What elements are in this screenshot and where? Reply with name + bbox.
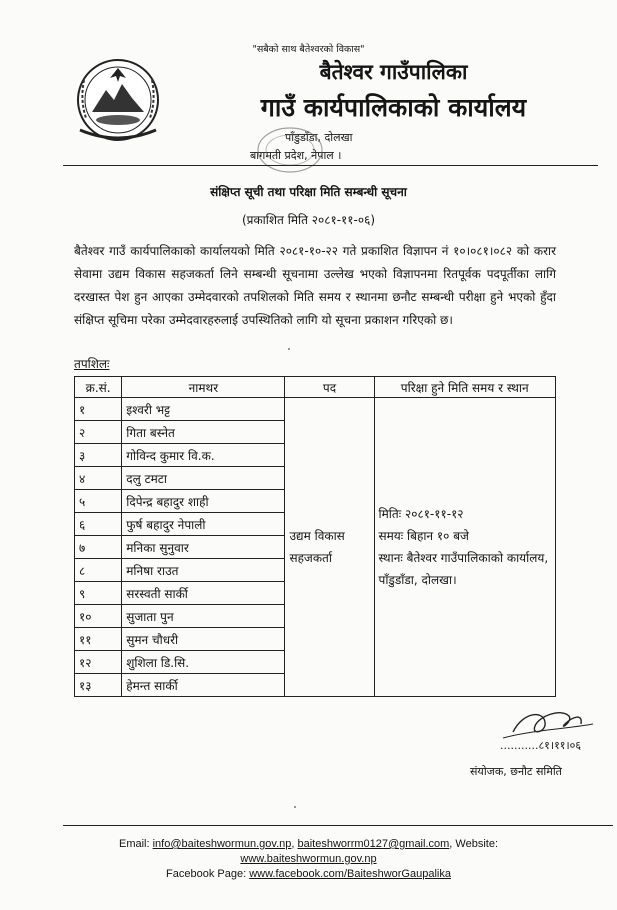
address-line-1: पाँडुडाँडा, दोलखा [285, 131, 353, 144]
exam-details-cell [374, 398, 556, 697]
office-name: गाउँ कार्यपालिकाको कार्यालय [260, 93, 527, 122]
name-cell: हेमन्त सार्की [122, 674, 285, 697]
name-cell: गोविन्द कुमार वि.क. [122, 444, 285, 467]
website-link[interactable]: www.baiteshwormun.gov.np [240, 853, 377, 865]
serial-cell: ५ [75, 490, 122, 513]
header-post: पद [285, 377, 374, 398]
exam-date: मितिः २०८१-११-१२ [378, 507, 464, 521]
header-name: नामथर [122, 377, 285, 398]
table-header-row [75, 377, 556, 398]
name-cell: दिपेन्द्र बहादुर शाही [122, 490, 285, 513]
name-cell: मनिका सुनुवार [122, 536, 285, 559]
details-label: तपशिलः [74, 357, 110, 371]
post-cell: उद्यम विकास सहजकर्ता [285, 398, 374, 697]
facebook-label: Facebook Page: [166, 868, 247, 880]
serial-cell: १ [75, 398, 122, 421]
footer-facebook-line [0, 868, 617, 880]
municipality-name: बैतेश्वर गाउँपालिका [319, 60, 468, 84]
website-label: Website: [455, 838, 499, 850]
name-cell: सुजाता पुन [122, 605, 285, 628]
published-date: (प्रकाशित मिति २०८१-११-०६) [241, 213, 376, 227]
serial-cell: १२ [75, 651, 122, 674]
footer-website-line [0, 853, 617, 865]
serial-cell: ८ [75, 559, 122, 582]
name-cell: गिता बस्नेत [122, 421, 285, 444]
signature-date: ...........८१।११।०६ [500, 739, 582, 752]
serial-cell: ९ [75, 582, 122, 605]
signature-scribble-icon [473, 702, 617, 764]
serial-cell: २ [75, 421, 122, 444]
serial-cell: ७ [75, 536, 122, 559]
name-cell: शुशिला डि.सि. [122, 651, 285, 674]
email-link-1[interactable]: info@baiteshwormun.gov.np [152, 838, 292, 850]
table-row [75, 398, 556, 421]
office-stamp-icon [255, 125, 325, 175]
header-serial: क्र.सं. [75, 377, 122, 398]
name-cell: फुर्ष बहादुर नेपाली [122, 513, 285, 536]
municipality-emblem-icon [70, 50, 166, 146]
serial-cell: ११ [75, 628, 122, 651]
serial-cell: १० [75, 605, 122, 628]
facebook-link[interactable]: www.facebook.com/BaiteshworGaupalika [249, 868, 451, 880]
scan-speck [294, 806, 296, 808]
serial-cell: १३ [75, 674, 122, 697]
signer-title: संयोजक, छनौट समिति [470, 765, 562, 778]
email-label: Email: [118, 838, 150, 850]
name-cell: सुमन चौधरी [122, 628, 285, 651]
footer-divider [63, 825, 613, 826]
scan-speck [288, 348, 290, 350]
serial-cell: ४ [75, 467, 122, 490]
notice-title: संक्षिप्त सूची तथा परिक्षा मिति सम्बन्धी सूचना [210, 185, 407, 199]
footer-contact-line: Email: info@baiteshwormun.gov.np, baiteshworrm0127@gmail.com, Website: [118, 838, 499, 850]
exam-time: समयः बिहान १० बजे [378, 529, 469, 543]
serial-cell: ३ [75, 444, 122, 467]
email-link-2[interactable]: baiteshworrm0127@gmail.com [297, 838, 450, 850]
exam-place: स्थानः बैतेश्वर गाउँपालिकाको कार्यालय, पाँडुडाँडा, दोलखा। [378, 551, 549, 587]
serial-cell: ६ [75, 513, 122, 536]
header-exam: परिक्षा हुने मिति समय र स्थान [374, 377, 556, 398]
address-line-2: बागमती प्रदेश, नेपाल । [250, 149, 342, 162]
name-cell: सरस्वती सार्की [122, 582, 285, 605]
candidate-table [74, 376, 556, 697]
name-cell: दलु टमटा [122, 467, 285, 490]
name-cell: इश्वरी भट्ट [122, 398, 285, 421]
motto: "सबैको साथ बैतेश्वरको विकास" [252, 44, 365, 55]
name-cell: मनिषा राउत [122, 559, 285, 582]
notice-body: बैतेश्वर गाउँ कार्यपालिकाको कार्यालयको मिति २०८१-१०-२२ गते प्रकाशित विज्ञापन नं १०।०८१।०८२ को करार सेवामा उद्यम विकास सहजकर्ता लिने सम्बन्धी सूचनामा उल्लेख भएको विज्ञापनमा रितपूर्वक पदपूर्तीका लागि दरखास्त पेश हुन आएका उम्मेदवारको तपशिलको मिति समय र स्थानमा छनौट सम्बन्धी परीक्षा हुने भएको हुँदा संक्षिप्त सूचिमा परेका उम्मेदवारहरुलाई उपस्थितिको लागि यो सूचना प्रकाशन गरिएको छ। [74, 244, 556, 327]
header-divider [63, 165, 598, 166]
